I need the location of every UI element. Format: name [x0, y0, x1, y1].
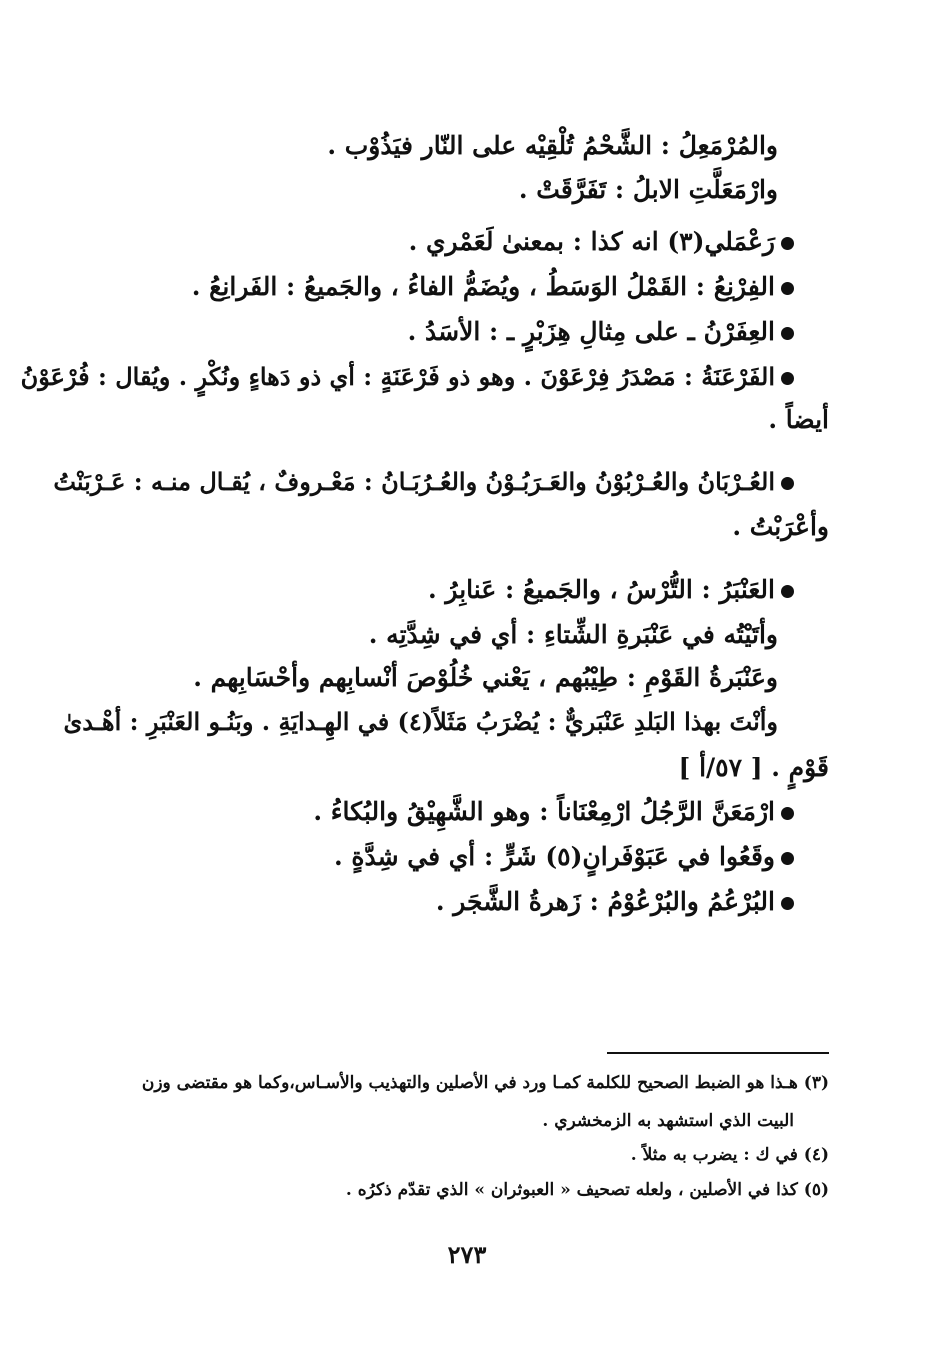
footnote-3-line-1	[105, 1068, 829, 1098]
bullet-icon	[781, 585, 794, 598]
entry-line-13	[63, 700, 778, 744]
entry-text: العَنْبَرُ : التُّرْسُ ، والجَميعُ : عَنابِرُ .	[428, 575, 775, 604]
entry-line-14	[0, 746, 829, 790]
footnote-text: البيت الذي استشهد به الزمخشري .	[542, 1111, 794, 1131]
entry-line-10	[0, 568, 794, 612]
entry-text: والمُرْمَعِلُ : الشَّحْمُ تُلْقِيْه على النّار فيَذُوْب .	[327, 131, 778, 160]
entry-text: ارْمَعَنَّ الرَّجُلُ ارْمِعْنَاناً : وهو الشَّهِيْقُ والبُكاءُ .	[313, 797, 775, 826]
entry-text: العُـرْبَانُ والعُـرْبُوْنُ والعَـرَبُـوْنُ والعُـرُبَـانُ : مَعْـروفٌ ، يُقـال منـه : عَـرْبَنْتُ	[53, 467, 775, 496]
bullet-icon	[781, 372, 794, 385]
entry-line-11	[0, 613, 778, 657]
entry-text: قَوْمٍ . [ ٥٧/أ ]	[678, 753, 829, 782]
entry-line-5	[0, 310, 794, 354]
entry-line-12	[0, 656, 778, 700]
bullet-icon	[781, 282, 794, 295]
footnote-text: (٤) في ك : يضرب به مثلاً .	[630, 1145, 829, 1165]
footnote-text: (٥) كذا في الأصلين ، ولعله تصحيف « العبوثران » الذي تقدّم ذكرُه .	[345, 1180, 829, 1200]
entry-text: الفَرْعَنَةُ : مَصْدَرُ فِرْعَوْنَ . وهو ذو فَرْعَنَةٍ : أي ذو دَهاءٍ ونُكْرٍ . ويُقال : فُرْعَوْنُ	[20, 362, 775, 391]
entry-line-9	[0, 505, 829, 549]
entry-text: وقَعُوا في عَبَوْفَرانٍ(٥) شَرٍّ : أي في شِدَّةٍ .	[333, 842, 775, 871]
footnote-5	[105, 1175, 829, 1205]
bullet-icon	[781, 327, 794, 340]
entry-line-2	[0, 168, 778, 212]
entry-text: أيضاً .	[768, 405, 829, 434]
bullet-icon	[781, 477, 794, 490]
entry-text: البُرْعُمُ والبُرْعُوْمُ : زَهرةُ الشَّجَر .	[435, 887, 775, 916]
entry-line-7	[0, 398, 829, 442]
entry-line-8	[53, 460, 794, 504]
entry-line-15	[0, 790, 794, 834]
entry-text: العِفَرْنُ ـ على مِثالِ هِزَبْرٍ ـ : الأسَدُ .	[407, 317, 775, 346]
bullet-icon	[781, 807, 794, 820]
entry-line-6	[20, 355, 794, 399]
entry-text: وعَنْبَرةُ القَوْمِ : طِيْبُهم ، يَعْني خُلُوْصَ أنْسابِهم وأحْسَابِهم .	[193, 663, 778, 692]
entry-line-4	[0, 265, 794, 309]
footnote-text: (٣) هـذا هو الضبط الصحيح للكلمة كمـا ورد في الأصلين والتهذيب والأسـاس،وكما هو مقتضى وزن	[141, 1073, 829, 1093]
footnote-3-line-2	[105, 1106, 794, 1136]
footnote-separator	[607, 1052, 829, 1054]
bullet-icon	[781, 897, 794, 910]
bullet-icon	[781, 852, 794, 865]
entry-text: وأتَيْتُه في عَنْبَرةِ الشِّتاءِ : أي في شِدَّتِه .	[368, 620, 778, 649]
page-number: ٢٧٣	[447, 1240, 487, 1269]
entry-line-3	[0, 220, 794, 264]
bullet-icon	[781, 237, 794, 250]
entry-text: وأنْتَ بهذا البَلدِ عَنْبَريٌّ : يُضْرَبُ مَثَلاً(٤) في الهِـدايَةِ . وبَنُـو العَنْبَرِ : أهْـدىٰ	[63, 707, 778, 736]
footnote-4	[105, 1140, 829, 1170]
entry-line-1	[0, 124, 778, 168]
entry-text: وأعْرَبْتُ .	[732, 512, 829, 541]
entry-line-17	[0, 880, 794, 924]
entry-line-16	[0, 835, 794, 879]
entry-text: رَعْمَلي(٣) انه كذا : بمعنىٰ لَعَمْري .	[408, 227, 775, 256]
entry-text: الفِرْنِعُ : القَمْلُ الوَسَطُ ، ويُضَمُّ الفاءُ ، والجَميعُ : الفَرانِعُ .	[191, 272, 775, 301]
entry-text: وارْمَعَلَّتِ الابلُ : تَفَرَّقَتْ .	[518, 175, 778, 204]
